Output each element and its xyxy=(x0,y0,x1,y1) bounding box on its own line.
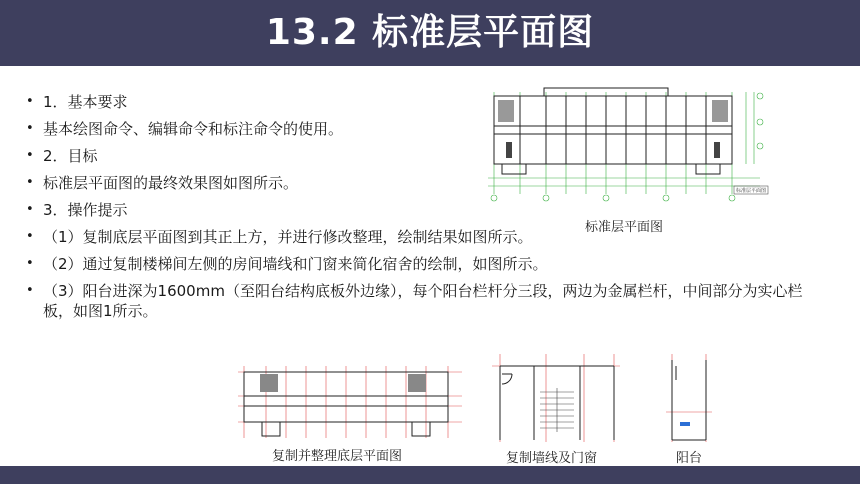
caption-standard-floor: 标准层平面图 xyxy=(585,220,664,235)
slide-title: 13.2 标准层平面图 xyxy=(265,12,595,53)
bullet-dot: • xyxy=(26,175,34,190)
bullet-item xyxy=(26,227,826,247)
bullet-dot: • xyxy=(26,202,34,217)
bullet-dot: • xyxy=(26,94,34,109)
bullet-dot: • xyxy=(26,148,34,163)
caption-copy-walls: 复制墙线及门窗 xyxy=(506,451,598,466)
drawing-title-label: 标准层平面图 xyxy=(736,188,767,194)
footer-bar xyxy=(0,466,860,484)
bullet-text: （2）通过复制楼梯间左侧的房间墙线和门窗来简化宿舍的绘制，如图所示。 xyxy=(43,255,548,273)
bullet-text: （1）复制底层平面图到其正上方，并进行修改整理，绘制结果如图所示。 xyxy=(43,228,533,246)
bullet-text: （3）阳台进深为1600mm（至阳台结构底板外边缘），每个阳台栏杆分三段，两边为金属栏杆，中间部分为实心栏板，如图1所示。 xyxy=(43,282,803,320)
ground-floor-copy-drawing xyxy=(236,362,466,440)
bullet-dot: • xyxy=(26,229,34,244)
bullet-dot: • xyxy=(26,256,34,271)
bullet-item xyxy=(26,281,826,321)
bullet-dot: • xyxy=(26,121,34,136)
bullet-item xyxy=(26,254,826,274)
caption-copy-ground-floor: 复制并整理底层平面图 xyxy=(272,449,403,464)
bullet-text: 3．操作提示 xyxy=(43,201,128,219)
balcony-drawing xyxy=(664,352,714,444)
bullet-text: 1．基本要求 xyxy=(43,93,128,111)
standard-floor-plan-drawing xyxy=(484,82,776,204)
bullet-text: 2．目标 xyxy=(43,147,98,165)
copy-walls-drawing xyxy=(490,352,622,444)
bullet-text: 标准层平面图的最终效果图如图所示。 xyxy=(43,174,299,192)
bullet-dot: • xyxy=(26,283,34,298)
caption-balcony: 阳台 xyxy=(676,451,703,466)
bullet-text: 基本绘图命令、编辑命令和标注命令的使用。 xyxy=(43,120,344,138)
